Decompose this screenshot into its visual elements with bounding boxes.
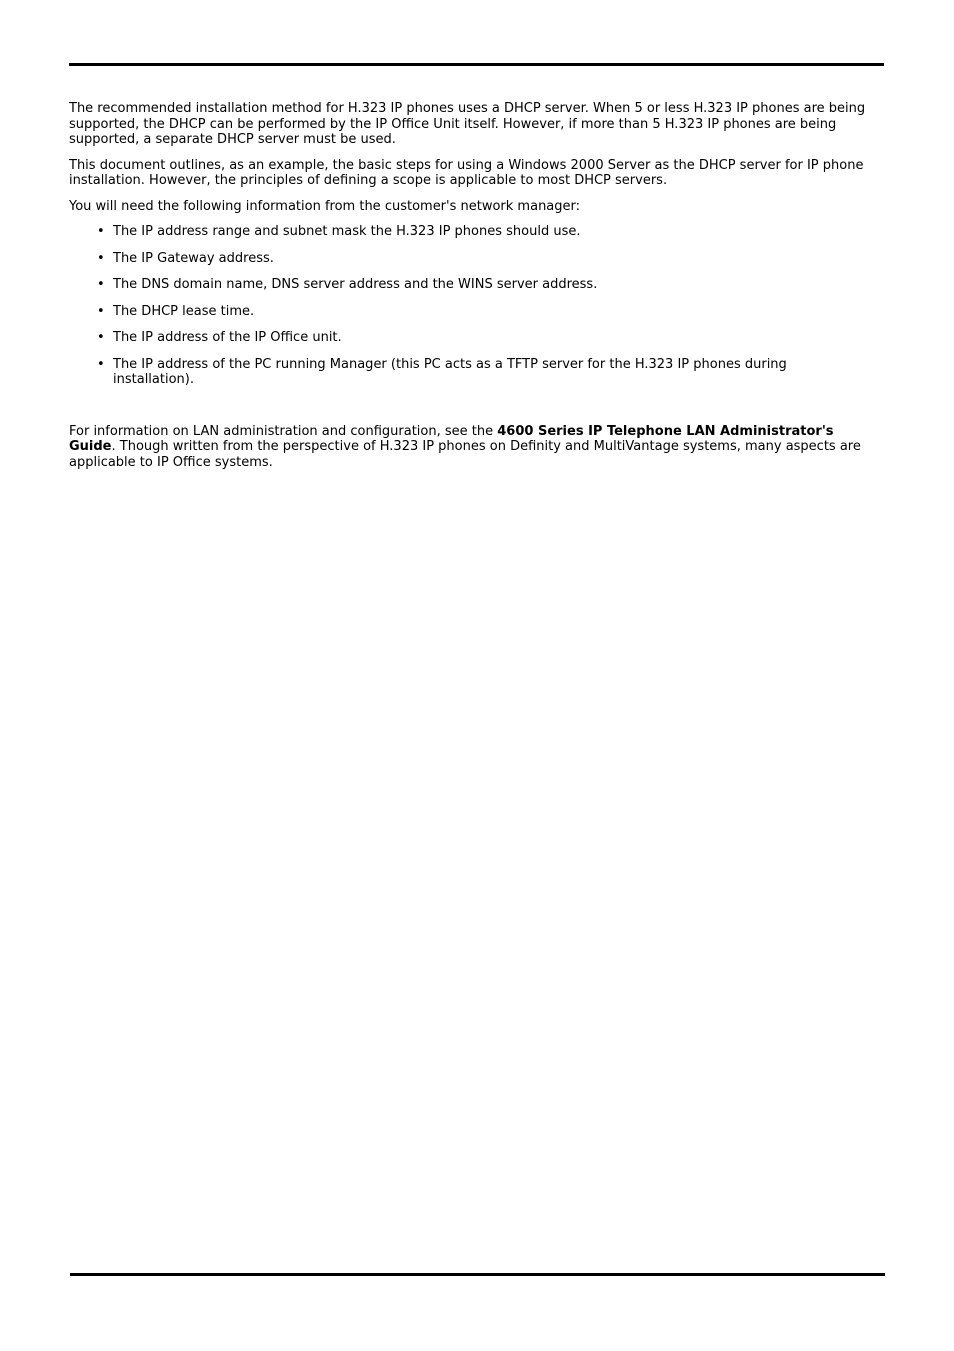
header-rule bbox=[69, 63, 884, 66]
guide-title: 4600 Series IP Telephone LAN Administrator's Guide bbox=[69, 423, 834, 454]
bullet-icon: • bbox=[97, 277, 105, 292]
list-item-text: The DHCP lease time. bbox=[113, 303, 255, 319]
list-item bbox=[97, 277, 869, 293]
bullet-icon: • bbox=[97, 303, 105, 319]
list-item bbox=[97, 224, 869, 240]
intro-paragraph: The recommended installation method for H.323 IP phones uses a DHCP server. When 5 or less H.323 IP phones are being supported, the DHCP can be performed by the IP Office Unit itself. However, if more than 5 H.323 IP phones are being supported, a separate DHCP server must be used. bbox=[69, 101, 866, 147]
list-item-text: The IP address of the IP Office unit. bbox=[113, 330, 342, 345]
list-item-text: The IP Gateway address. bbox=[113, 250, 274, 266]
requirements-list bbox=[69, 224, 869, 388]
list-item bbox=[97, 356, 869, 388]
list-item-text: The IP address of the PC running Manager (this PC acts as a TFTP server for the H.323 IP phones during installation). bbox=[113, 356, 787, 387]
reference-lead-text: For information on LAN administration and configuration, see the bbox=[69, 423, 498, 439]
list-item bbox=[97, 250, 869, 267]
footer-rule bbox=[70, 1273, 885, 1276]
bullet-icon: • bbox=[97, 250, 105, 266]
reference-paragraph bbox=[69, 424, 869, 471]
reference-trailing-text: . Though written from the perspective of H.323 IP phones on Definity and MultiVantage systems, many aspects are applicable to IP Office systems. bbox=[69, 439, 861, 470]
bullet-icon: • bbox=[97, 356, 105, 372]
list-item bbox=[97, 303, 869, 320]
bullet-icon: • bbox=[97, 330, 105, 345]
bullet-icon: • bbox=[97, 224, 105, 239]
list-item-text: The DNS domain name, DNS server address and the WINS server address. bbox=[113, 277, 598, 292]
document-body bbox=[69, 101, 869, 480]
list-item-text: The IP address range and subnet mask the H.323 IP phones should use. bbox=[113, 224, 581, 239]
scope-paragraph: This document outlines, as an example, the basic steps for using a Windows 2000 Server as the DHCP server for IP phone installation. However, the principles of defining a scope is applicable to most DHCP servers. bbox=[69, 157, 864, 188]
list-item bbox=[97, 330, 869, 346]
requirements-intro: You will need the following information from the customer's network manager: bbox=[69, 198, 581, 214]
